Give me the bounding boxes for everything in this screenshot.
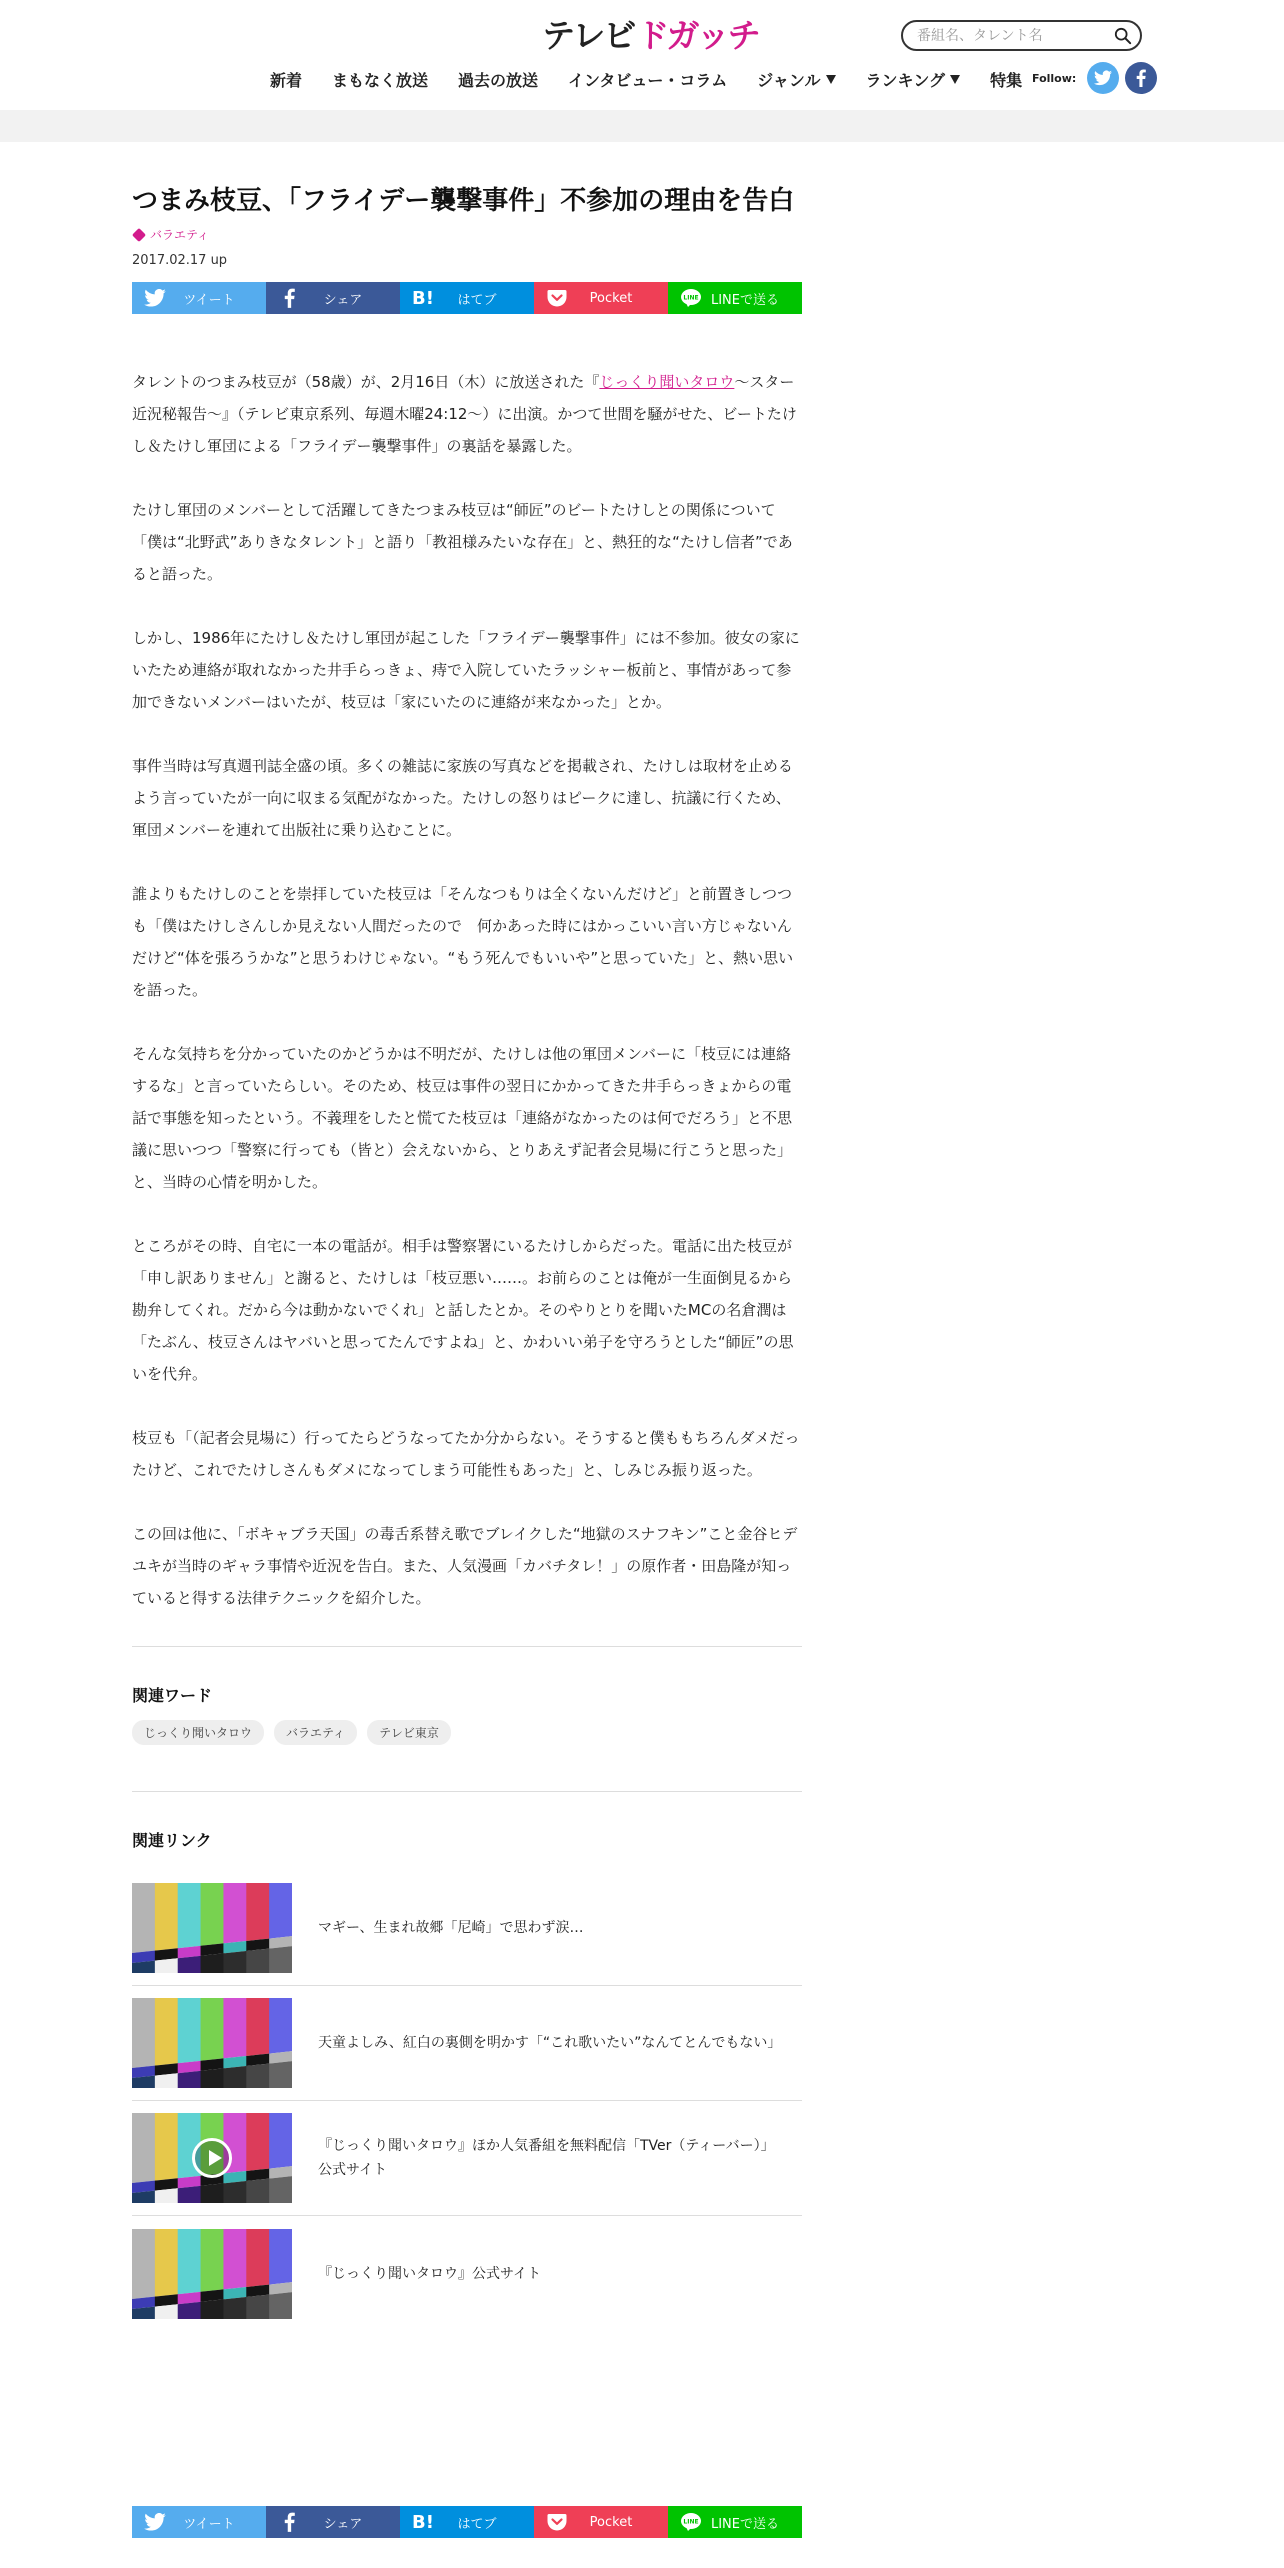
site-header	[0, 0, 1284, 110]
nav-ranking[interactable]: ランキング	[866, 68, 961, 91]
share-twitter-label: ツイート	[183, 2516, 235, 2532]
related-link-item[interactable]	[132, 2101, 802, 2216]
share-pocket-button[interactable]	[534, 2506, 668, 2538]
nav-genre[interactable]: ジャンル	[757, 68, 835, 91]
color-bars-image	[132, 1883, 292, 1973]
share-hatena-label: はてブ	[457, 2516, 497, 2532]
nav-new[interactable]: 新着	[270, 70, 303, 90]
related-link-text: 『じっくり聞いタロウ』公式サイト	[318, 2265, 542, 2282]
article-title: つまみ枝豆、「フライデー襲撃事件」不参加の理由を告白	[132, 186, 795, 216]
related-links-title: 関連リンク	[132, 1831, 212, 1850]
share-bar-top	[132, 282, 802, 314]
article	[132, 182, 802, 2331]
article-body	[132, 366, 802, 1614]
tag-icon	[132, 227, 146, 241]
category-label[interactable]	[132, 226, 802, 243]
color-bars-image	[132, 2229, 292, 2319]
category-text: バラエティ	[150, 228, 210, 242]
publish-date: 2017.02.17 up	[132, 253, 228, 268]
nav-special[interactable]: 特集	[990, 70, 1023, 90]
share-facebook-label: シェア	[323, 292, 363, 308]
share-pocket-label: Pocket	[589, 290, 633, 306]
share-line-label: LINEで送る	[710, 2516, 779, 2532]
svg-text:LINE: LINE	[683, 2518, 699, 2526]
share-facebook-button[interactable]	[266, 2506, 400, 2538]
color-bars-image	[132, 1998, 292, 2088]
program-link[interactable]: じっくり聞いタロウ	[599, 373, 735, 391]
related-word-tag[interactable]: じっくり聞いタロウ	[132, 1720, 264, 1745]
share-hatena-label: はてブ	[457, 292, 497, 308]
caret-down-icon	[950, 75, 960, 84]
share-facebook-label: シェア	[323, 2516, 363, 2532]
related-words-title: 関連ワード	[132, 1686, 213, 1705]
related-link-item[interactable]	[132, 2216, 802, 2331]
search-box	[901, 20, 1142, 51]
related-links-list	[132, 1871, 802, 2331]
related-word-tag[interactable]: バラエティ	[274, 1720, 357, 1745]
divider	[132, 1791, 802, 1792]
related-thumbnail	[132, 2113, 292, 2203]
share-twitter-button[interactable]	[132, 282, 266, 314]
article-paragraph: 事件当時は写真週刊誌全盛の頃。多くの雑誌に家族の写真などを掲載され、たけしは取材を止めるよう言っていたが一向に収まる気配がなかった。たけしの怒りはピークに達し、抗議に行くため、軍団メンバーを連れて出版社に乗り込むことに。	[132, 757, 793, 839]
share-line-button[interactable]	[668, 282, 802, 314]
nav-interview[interactable]: インタビュー・コラム	[568, 70, 728, 90]
follow-label: Follow:	[1032, 71, 1077, 85]
related-link-text: 天童よしみ、紅白の裏側を明かす「“これ歌いたい”なんてとんでもない」	[318, 2035, 782, 2051]
related-thumbnail	[132, 2229, 292, 2319]
share-facebook-button[interactable]	[266, 282, 400, 314]
play-icon	[192, 2138, 232, 2178]
facebook-f-icon	[1136, 69, 1146, 87]
header-gray-band	[0, 110, 1284, 142]
follow-twitter-button[interactable]	[1087, 62, 1119, 94]
article-paragraph: しかし、1986年にたけし＆たけし軍団が起こした「フライデー襲撃事件」には不参加。彼女の家にいたため連絡が取れなかった井手らっきょ、痔で入院していたラッシャー板前と、事情があって参加できないメンバーはいたが、枝豆は「家にいたのに連絡が来なかった」とか。	[132, 629, 800, 711]
twitter-bird-icon	[1094, 70, 1112, 86]
article-paragraph: たけし軍団のメンバーとして活躍してきたつまみ枝豆は“師匠”のビートたけしとの関係について「僕は“北野武”ありきなタレント」と語り「教祖様みたいな存在」と、熱狂的な“たけし信者”であると語った。	[132, 501, 793, 583]
divider	[132, 1646, 802, 1647]
share-twitter-label: ツイート	[183, 292, 235, 308]
related-word-tag[interactable]: テレビ東京	[367, 1720, 451, 1745]
article-paragraph: この回は他に、「ボキャブラ天国」の毒舌系替え歌でブレイクした“地獄のスナフキン”こと金谷ヒデユキが当時のギャラ事情や近況を告白。また、人気漫画「カバチタレ！」の原作者・田島隆が知っていると得する法律テクニックを紹介した。	[132, 1525, 798, 1607]
related-link-item[interactable]	[132, 1871, 802, 1986]
article-paragraph: そんな気持ちを分かっていたのかどうかは不明だが、たけしは他の軍団メンバーに「枝豆には連絡するな」と言っていたらしい。そのため、枝豆は事件の翌日にかかってきた井手らっきょからの電話で事態を知ったという。不義理をしたと慌てた枝豆は「連絡がなかったのは何でだろう」と不思議に思いつつ「警察に行っても（皆と）会えないから、とりあえず記者会見場に行こうと思った」と、当時の心情を明かした。	[132, 1045, 793, 1191]
follow-facebook-button[interactable]	[1125, 62, 1157, 94]
nav-upcoming[interactable]: まもなく放送	[332, 70, 429, 90]
share-pocket-button[interactable]	[534, 282, 668, 314]
share-hatena-button[interactable]	[400, 282, 534, 314]
hatena-b-icon: B!	[412, 2511, 434, 2533]
follow-area	[1032, 62, 1157, 94]
caret-down-icon	[826, 75, 836, 84]
logo-text-part1: テレビ	[542, 16, 635, 55]
main-nav	[270, 66, 1052, 92]
logo-text-part2: ドガッチ	[636, 16, 759, 55]
nav-past[interactable]: 過去の放送	[458, 70, 539, 90]
related-link-item[interactable]	[132, 1986, 802, 2101]
share-bar-bottom	[132, 2506, 802, 2538]
share-line-button[interactable]	[668, 2506, 802, 2538]
article-paragraph: ところがその時、自宅に一本の電話が。相手は警察署にいるたけしからだった。電話に出た枝豆が「申し訳ありません」と謝ると、たけしは「枝豆悪い……。お前らのことは俺が一生面倒見るから勘弁してくれ。だから今は動かないでくれ」と話したとか。そのやりとりを聞いたMCの名倉潤は「たぶん、枝豆さんはヤバいと思ってたんですよね」と、かわいい弟子を守ろうとした“師匠”の思いを代弁。	[132, 1237, 794, 1383]
share-pocket-label: Pocket	[589, 2514, 633, 2530]
site-logo[interactable]	[542, 18, 759, 54]
share-twitter-button[interactable]	[132, 2506, 266, 2538]
related-link-text: マギー、生まれ故郷「尼崎」で思わず涙…	[318, 1920, 584, 1936]
related-thumbnail	[132, 1998, 292, 2088]
related-thumbnail	[132, 1883, 292, 1973]
article-paragraph: 誰よりもたけしのことを崇拝していた枝豆は「そんなつもりは全くないんだけど」と前置きしつつも「僕はたけしさんしか見えない人間だったので 何かあった時にはかっこいい言い方じゃないんだけど“体を張ろうかな”と思うわけじゃない。“もう死んでもいいや”と思っていた」と、熱い思いを語った。	[132, 885, 794, 999]
svg-text:LINE: LINE	[683, 294, 699, 302]
related-words-tags	[132, 1720, 802, 1745]
article-paragraph: 枝豆も「（記者会見場に）行ってたらどうなってたか分からない。そうすると僕ももちろんダメだったけど、これでたけしさんもダメになってしまう可能性もあった」と、しみじみ振り返った。	[132, 1429, 800, 1479]
share-hatena-button[interactable]	[400, 2506, 534, 2538]
share-line-label: LINEで送る	[710, 292, 779, 308]
article-paragraph: タレントのつまみ枝豆が（58歳）が、2月16日（木）に放送された『じっくり聞いタロウ～スター近況秘報告～』（テレビ東京系列、毎週木曜24:12～）に出演。かつて世間を騒がせた、ビートたけし＆たけし軍団による「フライデー襲撃事件」の裏話を暴露した。	[132, 373, 797, 455]
search-input[interactable]	[917, 26, 1107, 46]
hatena-b-icon: B!	[412, 287, 434, 309]
related-link-text: 『じっくり聞いタロウ』ほか人気番組を無料配信「TVer（ティーバー）」公式サイト	[318, 2138, 775, 2178]
search-icon[interactable]	[1114, 27, 1132, 45]
